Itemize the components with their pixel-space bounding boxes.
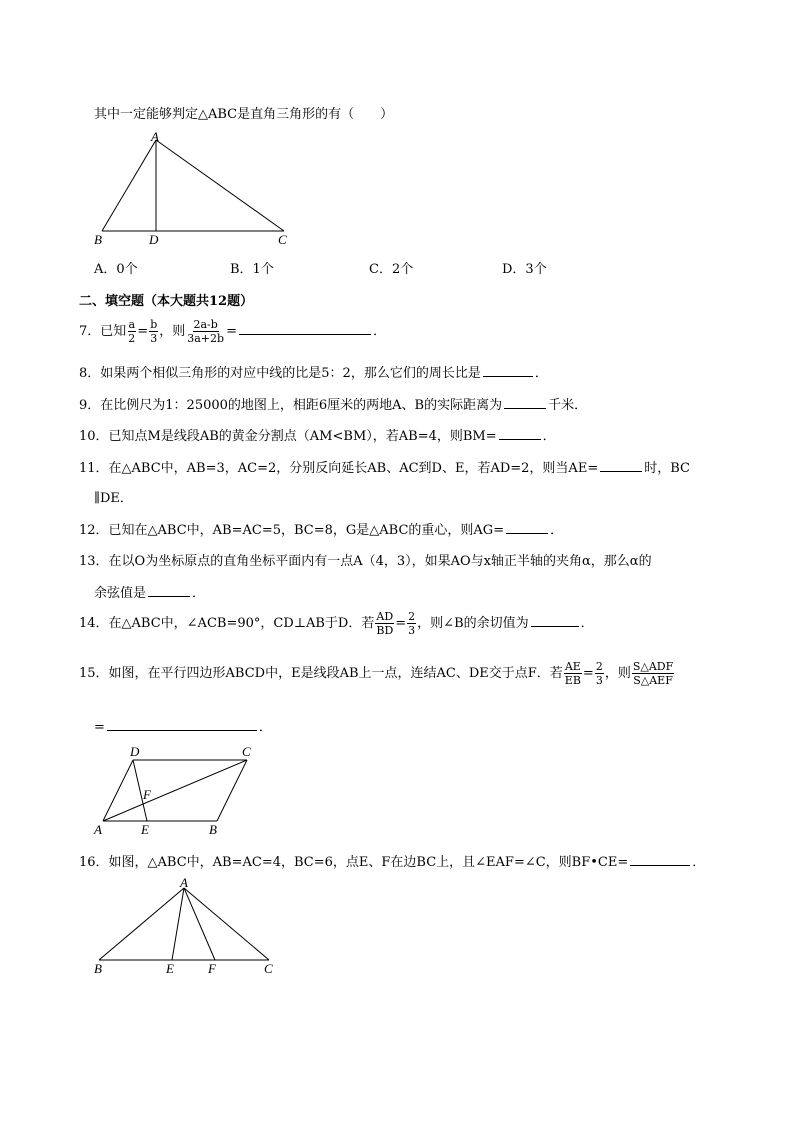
question-13: 13．在以O为坐标原点的直角坐标平面内有一点A（4，3），如果AO与x轴正半轴的夹角α，那么α的 bbox=[79, 554, 652, 569]
option-c: C．2个 bbox=[369, 262, 414, 277]
question-14: 14．在△ABC中，∠ACB=90°，CD⊥AB于D．若 $\frac{AD}{BD}$ = $\frac{2}{3}$ ，则∠B的余切值为 ． bbox=[79, 610, 594, 637]
question-7: 7．已知 $\frac{a}{2}$ = $\frac{b}{3}$ ，则 $\frac{2a-b}{3a+2b}$ = ． bbox=[79, 318, 386, 345]
answer-blank-12[interactable] bbox=[506, 521, 548, 534]
question-15: 15．如图，在平行四边形ABCD中，E是线段AB上一点，连结AC、DE交于点F．若 $\frac{AE}{EB}$ = $\frac{2}{3}$ ，则 $\frac{\text{S△ADF}}{\text{S△AEF}}$ bbox=[79, 660, 674, 687]
answer-blank-14[interactable] bbox=[531, 614, 579, 627]
answer-blank-8[interactable] bbox=[483, 364, 533, 377]
option-b: B．1个 bbox=[230, 262, 274, 277]
label-B: B bbox=[94, 232, 102, 247]
question-13-cont: 余弦值是 ． bbox=[94, 586, 206, 601]
label-F: F bbox=[208, 961, 216, 976]
answer-blank-7[interactable] bbox=[239, 322, 371, 335]
question-16: 16．如图，△ABC中，AB=AC=4，BC=6，点E、F在边BC上，且∠EAF=∠C，则BF•CE= ． bbox=[79, 855, 706, 870]
label-D: D bbox=[130, 744, 140, 759]
label-E: E bbox=[141, 822, 149, 837]
question-9: 9．在比例尺为1：25000的地图上，相距6厘米的两地A、B的实际距离为 千米． bbox=[79, 398, 588, 413]
answer-blank-15[interactable] bbox=[107, 718, 257, 731]
label-B: B bbox=[94, 961, 102, 976]
section-heading: 二、填空题（本大题共12题） bbox=[79, 294, 254, 309]
question-15-cont: = ． bbox=[94, 720, 272, 735]
answer-blank-10[interactable] bbox=[499, 427, 541, 440]
label-B: B bbox=[209, 822, 217, 837]
question-10: 10．已知点M是线段AB的黄金分割点（AM<BM），若AB=4，则BM= ． bbox=[79, 429, 556, 444]
label-A: A bbox=[151, 130, 159, 144]
label-A: A bbox=[180, 876, 188, 890]
answer-blank-11[interactable] bbox=[600, 459, 642, 472]
label-C: C bbox=[278, 232, 287, 247]
question-11-cont: ∥DE． bbox=[94, 491, 133, 506]
label-A: A bbox=[94, 822, 102, 837]
figure-parallelogram bbox=[90, 742, 270, 842]
label-F: F bbox=[143, 787, 151, 802]
option-d: D．3个 bbox=[502, 262, 547, 277]
answer-blank-16[interactable] bbox=[630, 853, 690, 866]
label-C: C bbox=[264, 961, 273, 976]
answer-blank-13[interactable] bbox=[148, 584, 190, 597]
question-12: 12．已知在△ABC中，AB=AC=5，BC=8，G是△ABC的重心，则AG= ． bbox=[79, 523, 564, 538]
label-C: C bbox=[242, 744, 251, 759]
label-D: D bbox=[149, 232, 159, 247]
option-a: A．0个 bbox=[94, 262, 138, 277]
q6-stem: 其中一定能够判定△ABC是直角三角形的有（ ） bbox=[94, 107, 394, 122]
question-8: 8．如果两个相似三角形的对应中线的比是5：2，那么它们的周长比是 ． bbox=[79, 366, 548, 381]
figure-right-triangle bbox=[88, 130, 298, 250]
question-11: 11．在△ABC中，AB=3，AC=2，分别反向延长AB、AC到D、E，若AD=2，则当AE= 时，BC bbox=[79, 461, 690, 476]
figure-isosceles-triangle bbox=[88, 876, 288, 981]
label-E: E bbox=[166, 961, 174, 976]
answer-blank-9[interactable] bbox=[504, 396, 546, 409]
